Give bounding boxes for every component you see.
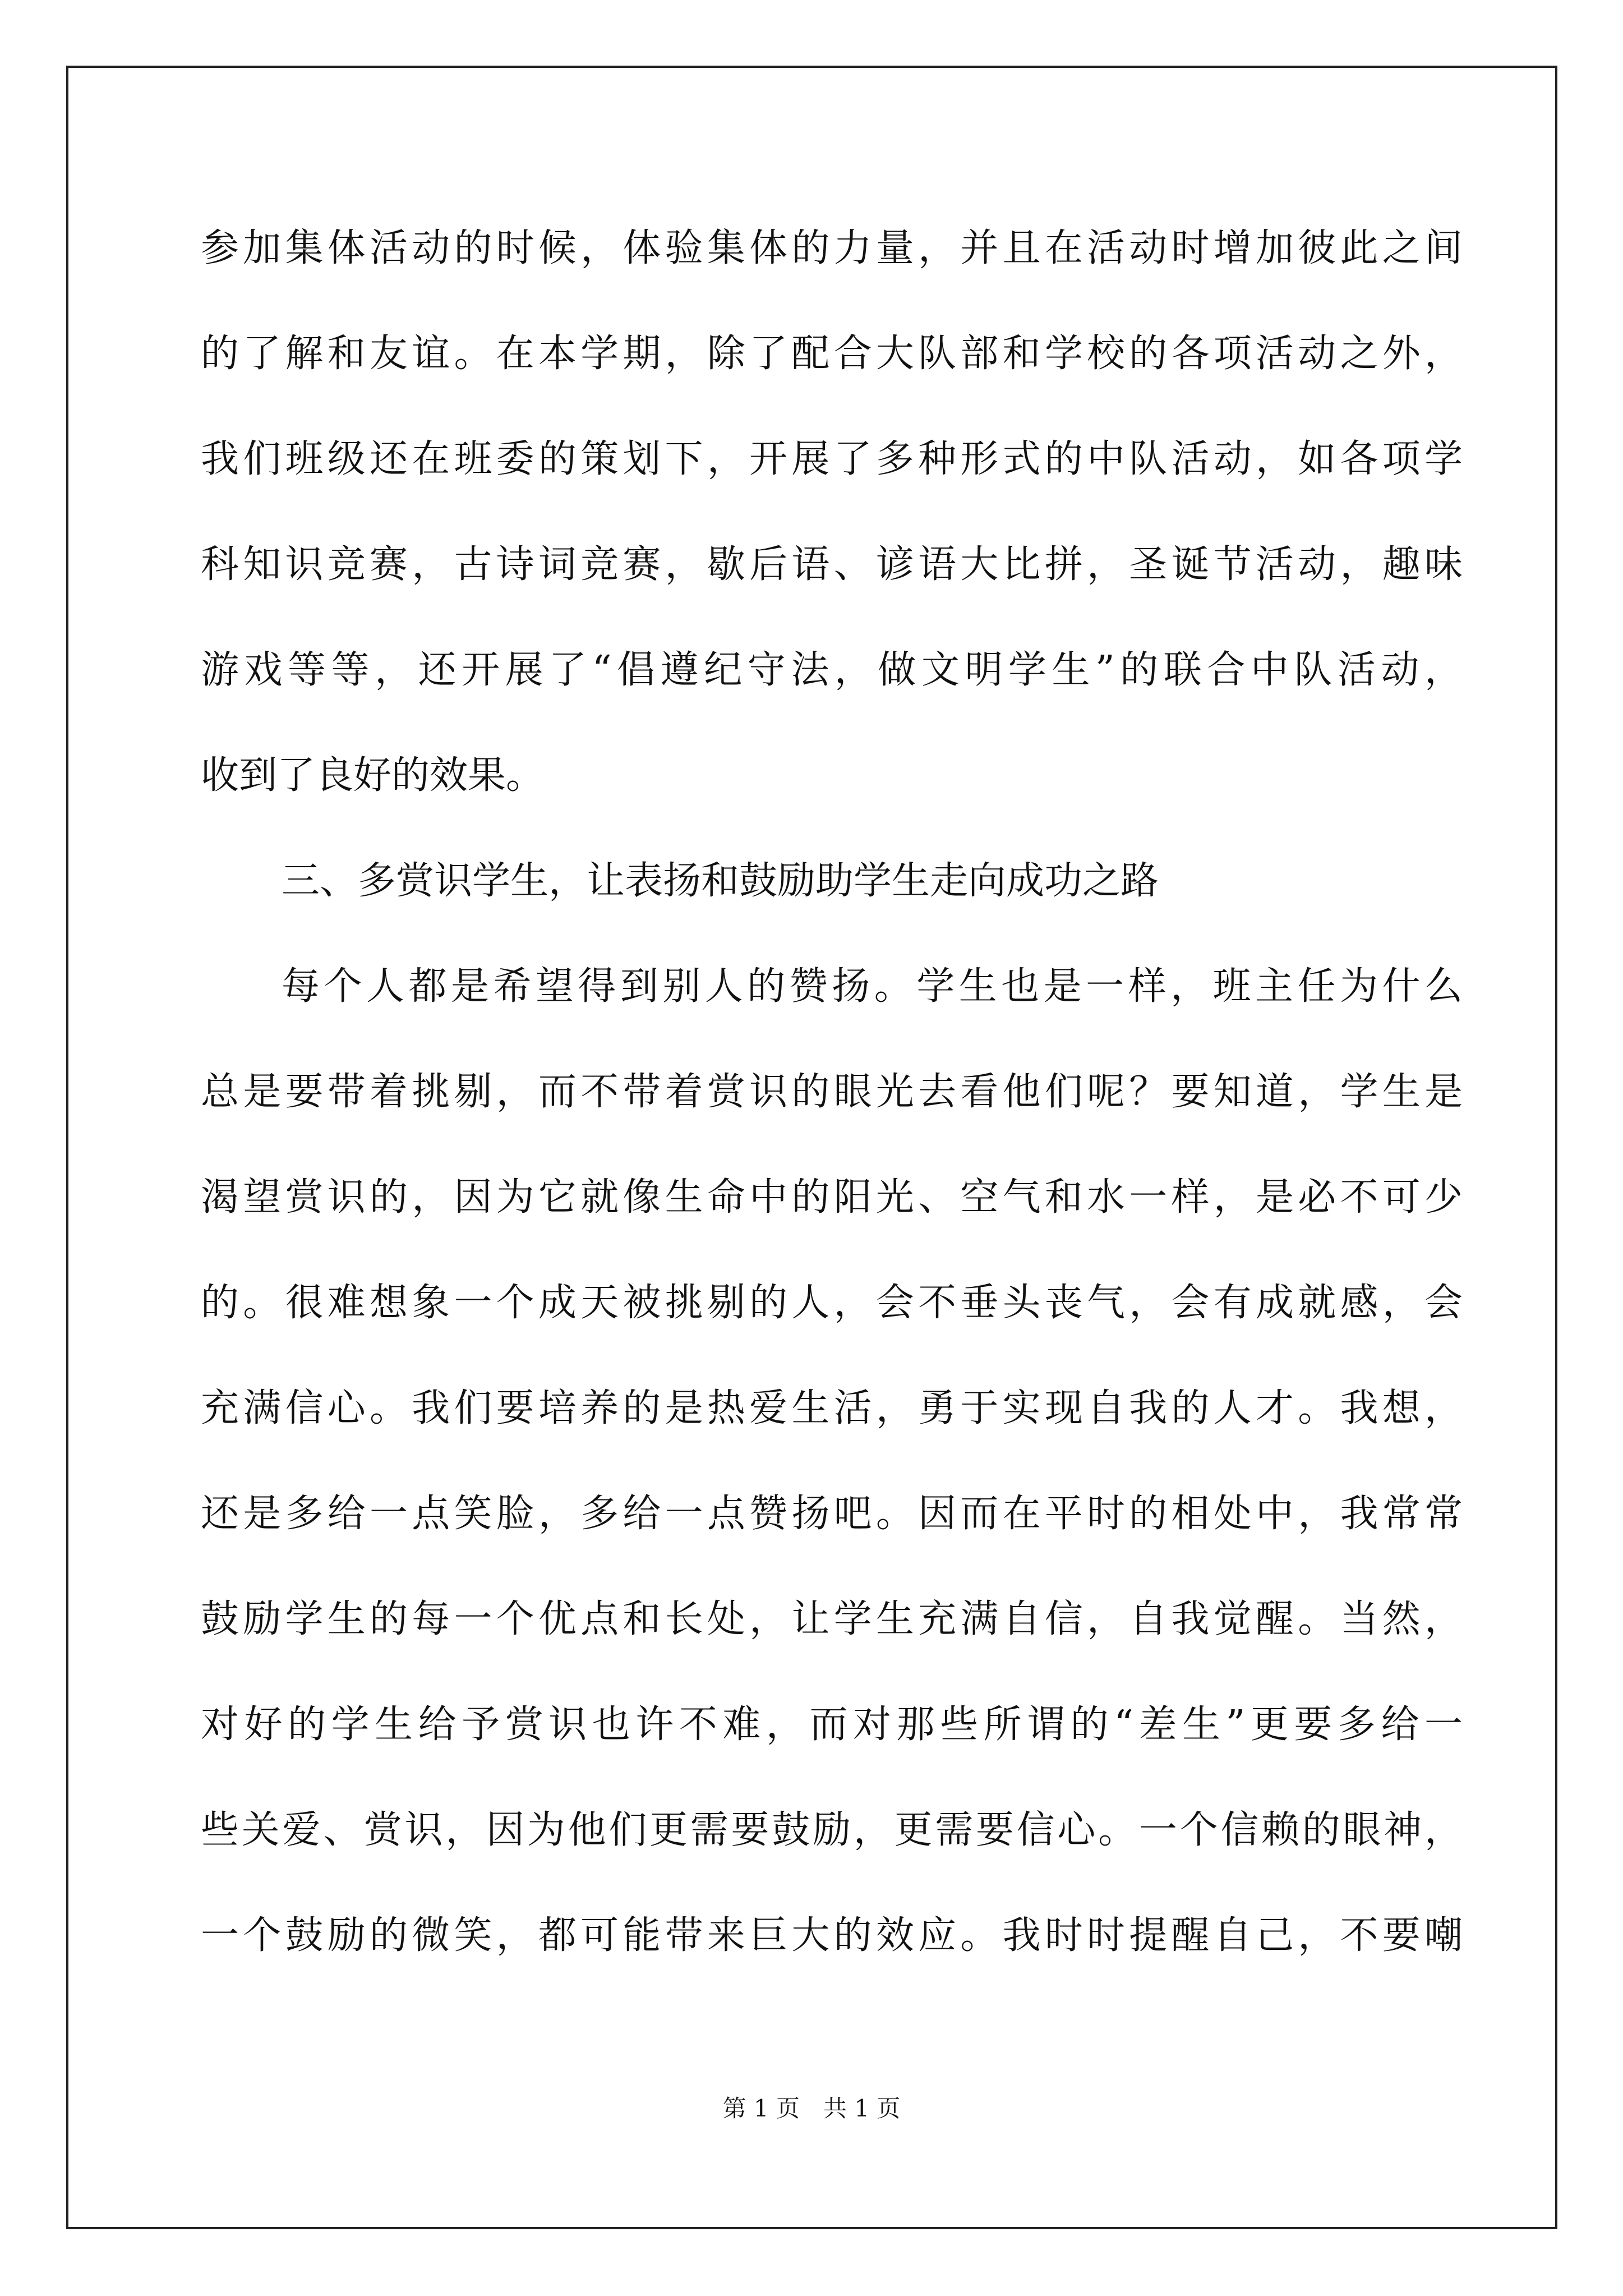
text-line: 我们班级还在班委的策划下，开展了多种形式的中队活动，如各项学	[201, 437, 1463, 481]
text-line: 每个人都是希望得到别人的赞扬。学生也是一样，班主任为什么	[282, 964, 1463, 1009]
text-line: 参加集体活动的时候，体验集体的力量，并且在活动时增加彼此之间	[201, 226, 1463, 270]
text-line: 鼓励学生的每一个优点和长处，让学生充满自信，自我觉醒。当然，	[201, 1597, 1463, 1641]
text-line: 的了解和友谊。在本学期，除了配合大队部和学校的各项活动之外，	[201, 332, 1463, 376]
document-body	[201, 218, 1463, 2010]
text-line: 收到了良好的效果。	[201, 753, 545, 798]
text-line: 渴望赏识的，因为它就像生命中的阳光、空气和水一样，是必不可少	[201, 1175, 1463, 1220]
text-line: 些关爱、赏识，因为他们更需要鼓励，更需要信心。一个信赖的眼神，	[201, 1808, 1463, 1852]
text-line: 充满信心。我们要培养的是热爱生活，勇于实现自我的人才。我想，	[201, 1386, 1463, 1430]
section-heading: 三、多赏识学生，让表扬和鼓励助学生走向成功之路	[282, 859, 1159, 903]
text-line: 的。很难想象一个成天被挑剔的人，会不垂头丧气，会有成就感，会	[201, 1281, 1463, 1325]
text-line: 游戏等等，还开展了“倡遵纪守法，做文明学生”的联合中队活动，	[201, 648, 1463, 692]
page-number-footer: 第 1 页 共 1 页	[722, 2095, 901, 2122]
text-line: 科知识竞赛，古诗词竞赛，歇后语、谚语大比拼，圣诞节活动，趣味	[201, 542, 1463, 587]
text-line: 对好的学生给予赏识也许不难，而对那些所谓的“差生”更要多给一	[201, 1703, 1463, 1747]
text-line: 总是要带着挑剔，而不带着赏识的眼光去看他们呢？要知道，学生是	[201, 1070, 1463, 1114]
text-line: 还是多给一点笑脸，多给一点赞扬吧。因而在平时的相处中，我常常	[201, 1492, 1463, 1536]
text-line: 一个鼓励的微笑，都可能带来巨大的效应。我时时提醒自己，不要嘲	[201, 1913, 1463, 1958]
